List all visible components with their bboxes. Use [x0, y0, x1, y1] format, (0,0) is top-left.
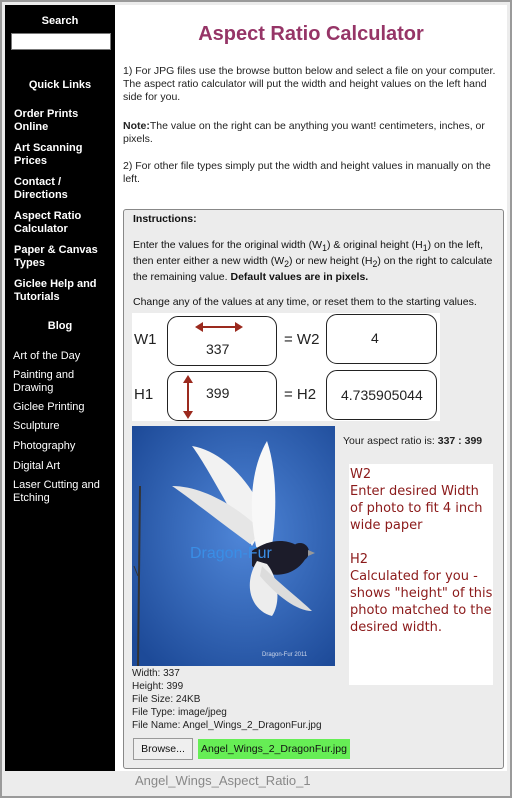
photo-preview — [132, 426, 335, 666]
instructions-text: Enter the values for the original width $(W_1)$ & original height $(H_1)$ on the left, then enter either a new width $(W_2)$ or new height $(H_2)$ on the right to calculate the remaining value. Default values are in pixels. — [133, 239, 493, 284]
annotation-h2-text: Calculated for you - shows "height" of this photo matched to the desired width. — [350, 569, 493, 635]
file-type: File Type: image/jpeg — [132, 707, 227, 718]
search-input[interactable] — [11, 33, 111, 50]
aspect-ratio-label: Your aspect ratio is: — [343, 435, 438, 447]
w2-value: 4 — [371, 330, 379, 346]
w1-label: W1 — [134, 331, 157, 348]
sidebar-link-giclee-help[interactable]: Giclee Help and Tutorials — [14, 278, 97, 303]
selected-file-name: Angel_Wings_2_DragonFur.jpg — [198, 739, 350, 759]
blog-link-laser-cutting[interactable]: Laser Cutting and Etching — [13, 479, 100, 504]
aspect-ratio-result — [343, 435, 482, 447]
aspect-ratio-value: 337 : 399 — [437, 435, 483, 447]
blog-link-painting-drawing[interactable]: Painting and Drawing — [13, 369, 75, 394]
file-name: File Name: Angel_Wings_2_DragonFur.jpg — [132, 720, 322, 731]
w1-input[interactable] — [167, 316, 277, 366]
w2-label: = W2 — [284, 331, 320, 348]
blog-link-digital-art[interactable]: Digital Art — [13, 460, 61, 472]
reset-instructions: Change any of the values at any time, or reset them to the starting values. — [133, 296, 477, 308]
annotation-box — [349, 464, 493, 685]
w1-value: 337 — [206, 341, 230, 357]
image-caption: Angel_Wings_Aspect_Ratio_1 — [135, 773, 311, 788]
browse-button[interactable]: Browse... — [133, 738, 193, 760]
sidebar-link-paper-canvas[interactable]: Paper & Canvas Types — [14, 244, 98, 269]
h2-input[interactable] — [326, 370, 437, 420]
annotation-w2-text: Enter desired Width of photo to fit 4 inch wide paper — [350, 484, 483, 533]
instructions-heading: Instructions: — [133, 213, 197, 225]
blog-heading: Blog — [47, 320, 73, 332]
annotation-h2-heading: H2 — [350, 552, 369, 567]
height-arrow-icon — [180, 375, 196, 419]
blog-link-giclee-printing[interactable]: Giclee Printing — [13, 401, 85, 413]
note-label: Note: — [123, 120, 150, 132]
photo-signature: Dragon-Fur 2011 — [262, 652, 308, 658]
photo-watermark: Dragon-Fur — [190, 545, 272, 562]
h1-value: 399 — [206, 385, 230, 401]
bird-photo — [132, 426, 335, 666]
sidebar — [5, 5, 115, 771]
h1-label: H1 — [134, 386, 154, 403]
sidebar-link-contact[interactable]: Contact / Directions — [14, 176, 68, 201]
blog-link-photography[interactable]: Photography — [13, 440, 76, 452]
blog-link-art-of-the-day[interactable]: Art of the Day — [13, 350, 81, 362]
search-label: Search — [41, 15, 79, 27]
file-size: File Size: 24KB — [132, 694, 201, 705]
note-text: The value on the right can be anything you want! centimeters, inches, or pixels. — [123, 120, 485, 145]
file-width: Width: 337 — [132, 668, 180, 679]
annotation-w2-heading: W2 — [350, 467, 372, 482]
blog-link-sculpture[interactable]: Sculpture — [13, 420, 60, 432]
page-title: Aspect Ratio Calculator — [198, 23, 424, 45]
note-paragraph — [123, 120, 503, 146]
h2-value: 4.735905044 — [341, 387, 423, 403]
sidebar-link-order-prints[interactable]: Order Prints Online — [14, 108, 79, 133]
w2-input[interactable] — [326, 314, 437, 364]
intro-paragraph-1: 1) For JPG files use the browse button below and select a file on your computer. The aspect ratio calculator will put the width and height values on the left hand side for you. — [123, 65, 496, 103]
h2-label: = H2 — [284, 386, 317, 403]
sidebar-link-aspect-ratio[interactable]: Aspect Ratio Calculator — [14, 210, 82, 235]
file-height: Height: 399 — [132, 681, 184, 692]
intro-paragraph-2: 2) For other file types simply put the width and height values in manually on the left. — [123, 160, 491, 185]
width-arrow-icon — [195, 319, 243, 335]
sidebar-link-art-scanning[interactable]: Art Scanning Prices — [14, 142, 83, 167]
h1-input[interactable] — [167, 371, 277, 421]
quick-links-heading: Quick Links — [28, 79, 92, 91]
